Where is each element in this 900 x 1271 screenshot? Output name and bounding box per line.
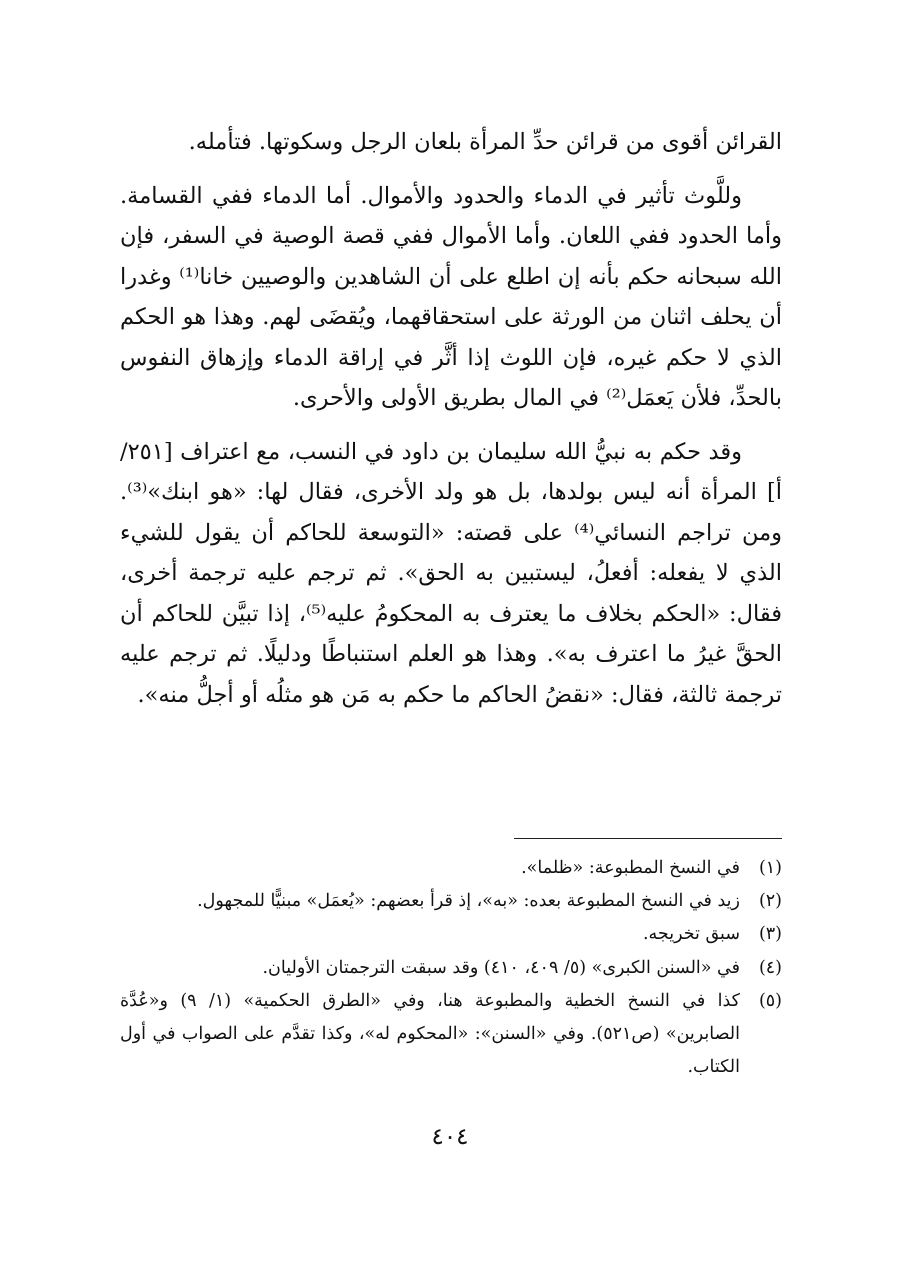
footnote-text: زيد في النسخ المطبوعة بعده: «به»، إذ قرأ بعضهم: «يُعمَل» مبنيًّا للمجهول. — [197, 891, 740, 912]
footnotes-block — [120, 852, 782, 1084]
paragraph-1: القرائن أقوى من قرائن حدِّ المرأة بلعان الرجل وسكوتها. فتأمله. — [188, 129, 782, 155]
footnote-5 — [120, 985, 782, 1085]
footnote-text: في النسخ المطبوعة: «ظلما». — [521, 858, 740, 878]
footnote-2 — [120, 885, 782, 918]
footnote-separator — [514, 838, 782, 839]
paragraph-3: وقد حكم به نبيُّ الله سليمان بن داود في النسب، مع اعتراف [٢٥١/أ] المرأة أنه ليس بولدها، بل هو ولد الأخرى، فقال لها: «هو ابنك»⁽³⁾. ومن تراجم النسائي⁽⁴⁾ على قصته: «التوسعة للحاكم أن يقول للشيء الذي لا يفعله: أفعلُ، ليستبين به الحق». ثم ترجم عليه ترجمة أخرى، فقال: «الحكم بخلاف ما يعترف به المحكومُ عليه⁽⁵⁾، إذا تبيَّن للحاكم أن الحقَّ غيرُ ما اعترف به». وهذا هو العلم استنباطًا ودليلًا. ثم ترجم عليه ترجمة ثالثة، فقال: «نقضُ الحاكم ما حكم به مَن هو مثلُه أو أجلُّ منه». — [120, 438, 782, 708]
footnote-number: (٢) — [758, 891, 782, 912]
footnote-text: سبق تخريجه. — [642, 924, 740, 945]
paragraph-2: وللَّوث تأثير في الدماء والحدود والأموال. أما الدماء ففي القسامة. وأما الحدود ففي اللعان. وأما الأموال ففي قصة الوصية في السفر، فإن الله سبحانه حكم بأنه إن اطلع على أن الشاهدين والوصيين خانا⁽¹⁾ وغدرا أن يحلف اثنان من الورثة على استحقاقهما، ويُقضَى لهم. وهذا هو الحكم الذي لا حكم غيره، فإن اللوث إذا أثَّر في إراقة الدماء وإزهاق النفوس بالحدِّ، فلأن يَعمَل⁽²⁾ في المال بطريق الأولى والأحرى. — [120, 182, 782, 411]
footnote-text: في «السنن الكبرى» (٥/ ٤٠٩، ٤١٠) وقد سبقت الترجمتان الأوليان. — [262, 957, 740, 978]
page-number: ٤٠٤ — [431, 1124, 469, 1150]
main-text-block — [120, 122, 782, 715]
footnote-number: (٤) — [758, 957, 782, 978]
footnote-number: (٣) — [758, 924, 782, 945]
footnote-text: كذا في النسخ الخطية والمطبوعة هنا، وفي «الطرق الحكمية» (١/ ٩) و«عُدَّة الصابرين» (ص٥٢١). وفي «السنن»: «المحكوم له»، وكذا تقدَّم على الصواب في أول الكتاب. — [120, 990, 740, 1078]
footnote-1 — [120, 852, 782, 885]
footnote-number: (١) — [758, 858, 782, 878]
footnote-3 — [120, 918, 782, 951]
footnote-number: (٥) — [758, 990, 782, 1011]
footnote-4 — [120, 952, 782, 985]
